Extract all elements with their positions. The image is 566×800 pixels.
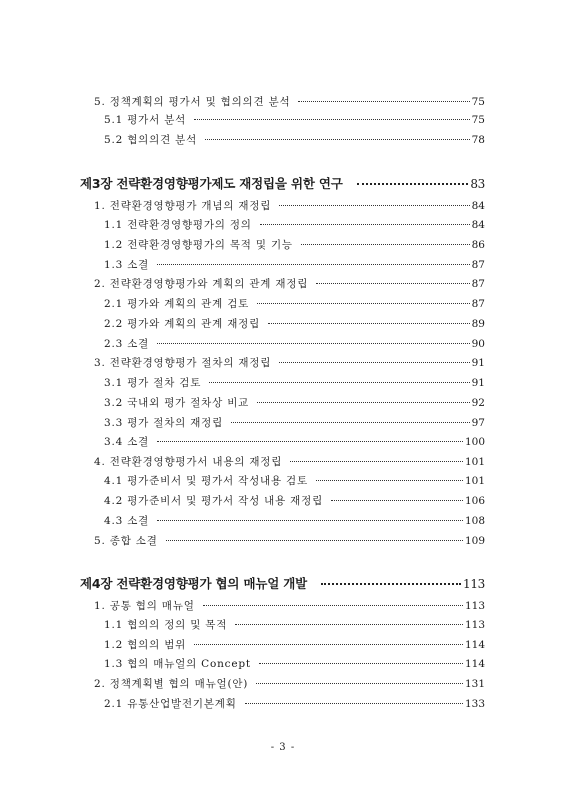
toc-entry-title: 제3장 전략환경영향평가제도 재정립을 위한 연구 <box>80 176 343 191</box>
toc-entry-page: 87 <box>471 278 485 290</box>
dot-leader <box>259 663 463 664</box>
toc-entry-title: 4.3 소결 <box>104 515 150 527</box>
toc-entry-title: 1.2 전략환경영향평가의 목적 및 기능 <box>104 239 293 251</box>
toc-entry[interactable] <box>104 317 485 331</box>
dot-leader <box>256 683 463 684</box>
toc-entry[interactable] <box>104 113 485 127</box>
toc-entry-page: 89 <box>471 318 485 330</box>
toc-entry[interactable] <box>94 677 485 691</box>
dot-leader <box>157 520 463 521</box>
toc-entry-page: 113 <box>462 577 485 591</box>
toc-entry-page: 92 <box>471 397 485 409</box>
toc-chapter-entry[interactable] <box>80 176 485 192</box>
dot-leader <box>157 264 470 265</box>
dot-leader <box>157 343 470 344</box>
toc-entry[interactable] <box>104 376 485 390</box>
toc-entry-title: 1.2 협의의 범위 <box>104 639 187 651</box>
dot-leader <box>298 101 469 102</box>
toc-entry-page: 87 <box>471 298 485 310</box>
toc-entry-page: 75 <box>471 114 485 126</box>
toc-entry-title: 제4장 전략환경영향평가 협의 매뉴얼 개발 <box>80 576 307 591</box>
toc-entry-page: 84 <box>471 200 485 212</box>
toc-entry[interactable] <box>104 657 485 671</box>
toc-entry-title: 2.1 평가와 계획의 관계 검토 <box>104 298 250 310</box>
dot-leader <box>301 244 470 245</box>
toc-entry[interactable] <box>104 218 485 232</box>
dot-leader <box>260 224 470 225</box>
toc-entry-page: 113 <box>464 600 485 612</box>
toc-entry-page: 108 <box>464 515 485 527</box>
toc-entry-title: 5. 정책계획의 평가서 및 협의의견 분석 <box>94 96 291 108</box>
toc-entry-page: 114 <box>464 658 485 670</box>
toc-entry[interactable] <box>94 356 485 370</box>
dot-leader <box>203 605 463 606</box>
toc-entry-page: 91 <box>471 377 485 389</box>
toc-chapter-entry[interactable] <box>80 576 485 592</box>
toc-entry[interactable] <box>104 494 485 508</box>
toc-entry-title: 5.2 협의의견 분석 <box>104 134 198 146</box>
toc-entry[interactable] <box>94 534 485 548</box>
dot-leader <box>166 540 463 541</box>
toc-entry-title: 2.1 유통산업발전기본계획 <box>104 698 237 710</box>
toc-entry[interactable] <box>104 297 485 311</box>
toc-entry-title: 4. 전략환경영향평가서 내용의 재정립 <box>94 456 283 468</box>
toc-entry-title: 1.3 소결 <box>104 259 150 271</box>
toc-entry[interactable] <box>94 199 485 213</box>
toc-entry-page: 84 <box>471 219 485 231</box>
dot-leader <box>194 644 463 645</box>
dot-leader <box>279 205 469 206</box>
toc-entry-title: 2.2 평가와 계획의 관계 재정립 <box>104 318 261 330</box>
toc-entry[interactable] <box>104 474 485 488</box>
dot-leader <box>321 583 461 585</box>
dot-leader <box>268 323 470 324</box>
toc-entry-page: 91 <box>471 357 485 369</box>
toc-entry[interactable] <box>104 133 485 147</box>
toc-entry-title: 1.1 전략환경영향평가의 정의 <box>104 219 252 231</box>
toc-entry-title: 3.1 평가 절차 검토 <box>104 377 202 389</box>
dot-leader <box>194 119 470 120</box>
dot-leader <box>290 461 463 462</box>
toc-entry[interactable] <box>104 618 485 632</box>
toc-entry-title: 3.2 국내외 평가 절차상 비교 <box>104 397 250 409</box>
dot-leader <box>357 183 469 185</box>
toc-entry-page: 109 <box>464 535 485 547</box>
dot-leader <box>257 402 470 403</box>
dot-leader <box>157 441 463 442</box>
toc-entry-title: 1. 공통 협의 매뉴얼 <box>94 600 195 612</box>
toc-entry-page: 101 <box>464 456 485 468</box>
dot-leader <box>209 382 469 383</box>
toc-entry[interactable] <box>104 416 485 430</box>
toc-entry-title: 4.1 평가준비서 및 평가서 작성내용 검토 <box>104 475 308 487</box>
toc-entry[interactable] <box>104 638 485 652</box>
toc-entry[interactable] <box>104 258 485 272</box>
dot-leader <box>245 703 463 704</box>
toc-entry[interactable] <box>94 277 485 291</box>
dot-leader <box>316 283 469 284</box>
toc-entry-title: 2.3 소결 <box>104 338 150 350</box>
toc-entry-page: 75 <box>471 96 485 108</box>
dot-leader <box>279 362 469 363</box>
dot-leader <box>231 422 470 423</box>
toc-entry-title: 4.2 평가준비서 및 평가서 작성 내용 재정립 <box>104 495 324 507</box>
toc-entry-page: 114 <box>464 639 485 651</box>
toc-entry[interactable] <box>104 337 485 351</box>
toc-entry-page: 100 <box>464 436 485 448</box>
toc-entry-page: 87 <box>471 259 485 271</box>
toc-entry-title: 2. 정책계획별 협의 매뉴얼(안) <box>94 678 249 690</box>
toc-entry[interactable] <box>104 435 485 449</box>
toc-entry-page: 86 <box>471 239 485 251</box>
toc-entry-title: 1.1 협의의 정의 및 목적 <box>104 619 228 631</box>
toc-entry[interactable] <box>104 396 485 410</box>
page-number: - 3 - <box>270 742 296 753</box>
toc-entry-page: 133 <box>464 698 485 710</box>
toc-entry-title: 3. 전략환경영향평가 절차의 재정립 <box>94 357 272 369</box>
toc-entry-page: 113 <box>464 619 485 631</box>
toc-entry-page: 106 <box>464 495 485 507</box>
dot-leader <box>316 480 463 481</box>
toc-entry[interactable] <box>104 697 485 711</box>
toc-entry-title: 5.1 평가서 분석 <box>104 114 187 126</box>
toc-entry-title: 2. 전략환경영향평가와 계획의 관계 재정립 <box>94 278 309 290</box>
toc-entry[interactable] <box>104 514 485 528</box>
toc-entry-title: 3.3 평가 절차의 재정립 <box>104 417 224 429</box>
toc-entry[interactable] <box>94 455 485 469</box>
toc-entry-page: 83 <box>470 177 485 191</box>
dot-leader <box>205 139 470 140</box>
toc-entry-title: 1.3 협의 매뉴얼의 Concept <box>104 658 251 670</box>
toc-entry-page: 97 <box>471 417 485 429</box>
toc-entry-page: 90 <box>471 338 485 350</box>
toc-entry-page: 78 <box>471 134 485 146</box>
toc-entry[interactable] <box>94 95 485 109</box>
toc-entry-title: 3.4 소결 <box>104 436 150 448</box>
toc-entry-title: 5. 종합 소결 <box>94 535 158 547</box>
toc-entry-title: 1. 전략환경영향평가 개념의 재정립 <box>94 200 272 212</box>
dot-leader <box>331 500 463 501</box>
toc-entry[interactable] <box>104 238 485 252</box>
toc-entry-page: 131 <box>464 678 485 690</box>
dot-leader <box>235 624 463 625</box>
toc-entry-page: 101 <box>464 475 485 487</box>
toc-entry[interactable] <box>94 599 485 613</box>
dot-leader <box>257 303 470 304</box>
